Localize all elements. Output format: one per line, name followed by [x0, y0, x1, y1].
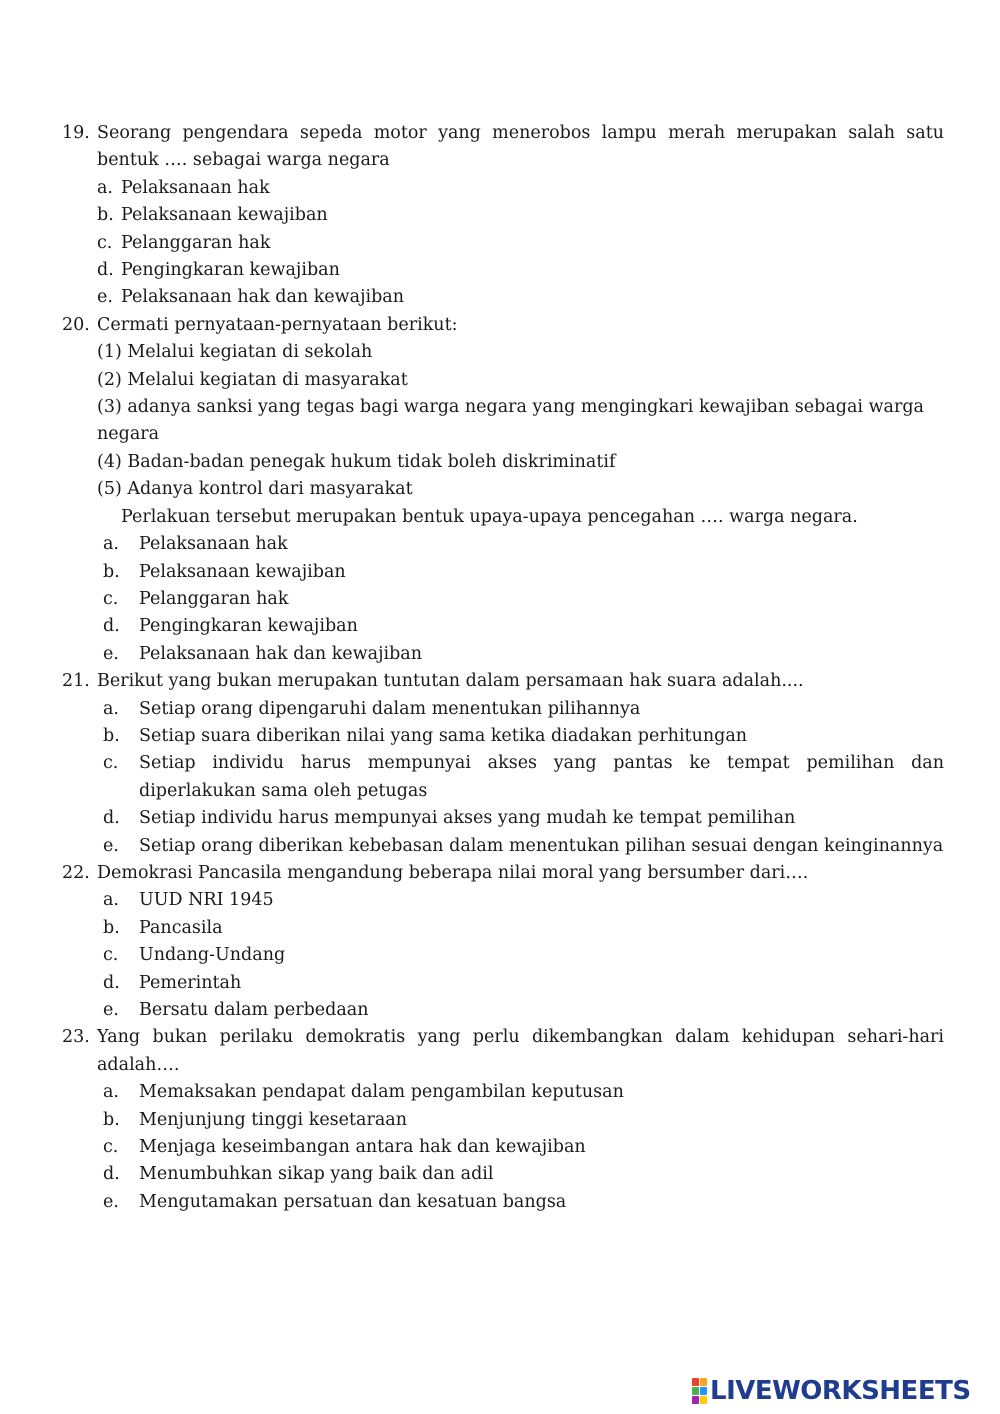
question-19 [62, 120, 944, 312]
option-e[interactable] [103, 997, 944, 1024]
option-text: Menjaga keseimbangan antara hak dan kewajiban [139, 1137, 586, 1158]
logo-square [700, 1387, 707, 1395]
option-letter: e. [103, 643, 119, 664]
question-text: Cermati pernyataan-pernyataan berikut: [97, 314, 458, 335]
logo-square [692, 1378, 699, 1386]
option-letter: d. [103, 616, 120, 637]
option-e[interactable] [97, 284, 944, 311]
option-letter: c. [103, 588, 119, 609]
option-text: UUD NRI 1945 [139, 890, 274, 911]
options [97, 175, 944, 312]
option-text: Pelanggaran hak [139, 588, 289, 609]
option-text: Pelaksanaan hak [121, 177, 270, 198]
option-text: Pengingkaran kewajiban [121, 260, 340, 281]
option-e[interactable] [103, 641, 944, 668]
options [97, 887, 944, 1024]
option-a[interactable] [103, 531, 944, 558]
option-b[interactable] [103, 915, 944, 942]
option-letter: a. [97, 177, 113, 198]
question-number: 19. [62, 123, 90, 143]
option-text: Pancasila [139, 917, 223, 938]
options [97, 696, 944, 860]
option-letter: e. [103, 1000, 119, 1020]
option-text: Memaksakan pendapat dalam pengambilan keputusan [139, 1082, 624, 1103]
question-number: 21. [62, 671, 90, 692]
statement-3: (3) adanya sanksi yang tegas bagi warga negara yang mengingkari kewajiban sebagai warga negara [97, 397, 924, 445]
statement-2: (2) Melalui kegiatan di masyarakat [97, 369, 408, 390]
option-d[interactable] [103, 613, 944, 640]
option-letter: a. [103, 890, 119, 911]
question-20 [62, 312, 944, 668]
option-c[interactable] [103, 1134, 944, 1161]
liveworksheets-logo[interactable] [692, 1376, 971, 1406]
question-text: Yang bukan perilaku demokratis yang perlu dikembangkan dalam kehidupan sehari-hari adalah…. [97, 1027, 944, 1075]
option-letter: b. [103, 725, 120, 746]
question-list [62, 120, 944, 1216]
option-letter: e. [103, 1191, 119, 1212]
option-b[interactable] [103, 1107, 944, 1134]
option-text: Mengutamakan persatuan dan kesatuan bangsa [139, 1191, 567, 1212]
logo-square [692, 1396, 699, 1404]
option-e[interactable] [103, 1189, 944, 1216]
option-a[interactable] [103, 887, 944, 914]
option-a[interactable] [103, 696, 944, 723]
question-number: 23. [62, 1027, 90, 1048]
option-letter: d. [97, 260, 114, 281]
statement-5: (5) Adanya kontrol dari masyarakat [97, 479, 413, 500]
option-letter: d. [103, 1164, 120, 1185]
option-text: Pelanggaran hak [121, 232, 271, 253]
statement-4: (4) Badan-badan penegak hukum tidak boleh diskriminatif [97, 451, 616, 472]
option-text: Setiap orang diberikan kebebasan dalam menentukan pilihan sesuai dengan keinginannya [139, 835, 944, 856]
option-text: Pelaksanaan hak dan kewajiban [139, 643, 423, 664]
option-letter: b. [103, 561, 120, 582]
question-23 [62, 1024, 944, 1216]
option-b[interactable] [103, 559, 944, 586]
question-number: 22. [62, 862, 90, 883]
question-text: Demokrasi Pancasila mengandung beberapa nilai moral yang bersumber dari…. [97, 862, 809, 883]
option-c[interactable] [103, 750, 944, 805]
question-21 [62, 668, 944, 860]
option-letter: e. [103, 835, 119, 856]
question-text: Berikut yang bukan merupakan tuntutan dalam persamaan hak suara adalah.... [97, 671, 804, 692]
option-d[interactable] [103, 1161, 944, 1188]
question-text: Seorang pengendara sepeda motor yang menerobos lampu merah merupakan salah satu bentuk …. sebagai warga negara [97, 123, 944, 171]
option-text: Setiap individu harus mempunyai akses yang pantas ke tempat pemilihan dan diperlakukan sama oleh petugas [139, 753, 944, 801]
question-note: Perlakuan tersebut merupakan bentuk upaya-upaya pencegahan …. warga negara. [121, 506, 858, 527]
option-text: Menumbuhkan sikap yang baik dan adil [139, 1164, 494, 1185]
option-letter: c. [103, 945, 119, 966]
option-c[interactable] [97, 230, 944, 257]
liveworksheets-logo-icon [692, 1378, 707, 1404]
question-number: 20. [62, 314, 90, 335]
option-text: Pelaksanaan hak dan kewajiban [121, 287, 405, 308]
options [97, 531, 944, 668]
option-e[interactable] [103, 833, 944, 860]
option-letter: d. [103, 808, 120, 829]
option-text: Menjunjung tinggi kesetaraan [139, 1109, 407, 1130]
logo-square [692, 1387, 699, 1395]
question-22 [62, 860, 944, 1024]
option-text: Pelaksanaan hak [139, 534, 288, 555]
logo-text: LIVEWORKSHEETS [710, 1376, 971, 1406]
option-letter: e. [97, 287, 113, 308]
option-letter: a. [103, 1082, 119, 1103]
option-letter: c. [97, 232, 113, 253]
option-letter: b. [103, 1109, 120, 1130]
option-text: Pelaksanaan kewajiban [139, 561, 346, 582]
option-letter: d. [103, 972, 120, 993]
statement-1: (1) Melalui kegiatan di sekolah [97, 342, 373, 363]
option-d[interactable] [103, 970, 944, 997]
logo-square [700, 1396, 707, 1404]
option-text: Undang-Undang [139, 945, 286, 966]
option-c[interactable] [103, 586, 944, 613]
option-b[interactable] [103, 723, 944, 750]
option-letter: b. [103, 917, 120, 938]
option-text: Pemerintah [139, 972, 242, 993]
option-letter: c. [103, 753, 119, 774]
option-text: Setiap suara diberikan nilai yang sama ketika diadakan perhitungan [139, 725, 748, 746]
option-text: Pengingkaran kewajiban [139, 616, 358, 637]
option-d[interactable] [103, 805, 944, 832]
option-letter: b. [97, 205, 114, 226]
option-text: Pelaksanaan kewajiban [121, 205, 328, 226]
option-a[interactable] [103, 1079, 944, 1106]
option-b[interactable] [97, 202, 944, 229]
option-c[interactable] [103, 942, 944, 969]
logo-square [700, 1378, 707, 1386]
options [97, 1079, 944, 1216]
option-text: Bersatu dalam perbedaan [139, 1000, 369, 1020]
option-text: Setiap orang dipengaruhi dalam menentukan pilihannya [139, 698, 641, 719]
option-a[interactable] [97, 175, 944, 202]
option-letter: c. [103, 1137, 119, 1158]
option-d[interactable] [97, 257, 944, 284]
option-text: Setiap individu harus mempunyai akses yang mudah ke tempat pemilihan [139, 808, 796, 829]
option-letter: a. [103, 534, 119, 555]
option-letter: a. [103, 698, 119, 719]
